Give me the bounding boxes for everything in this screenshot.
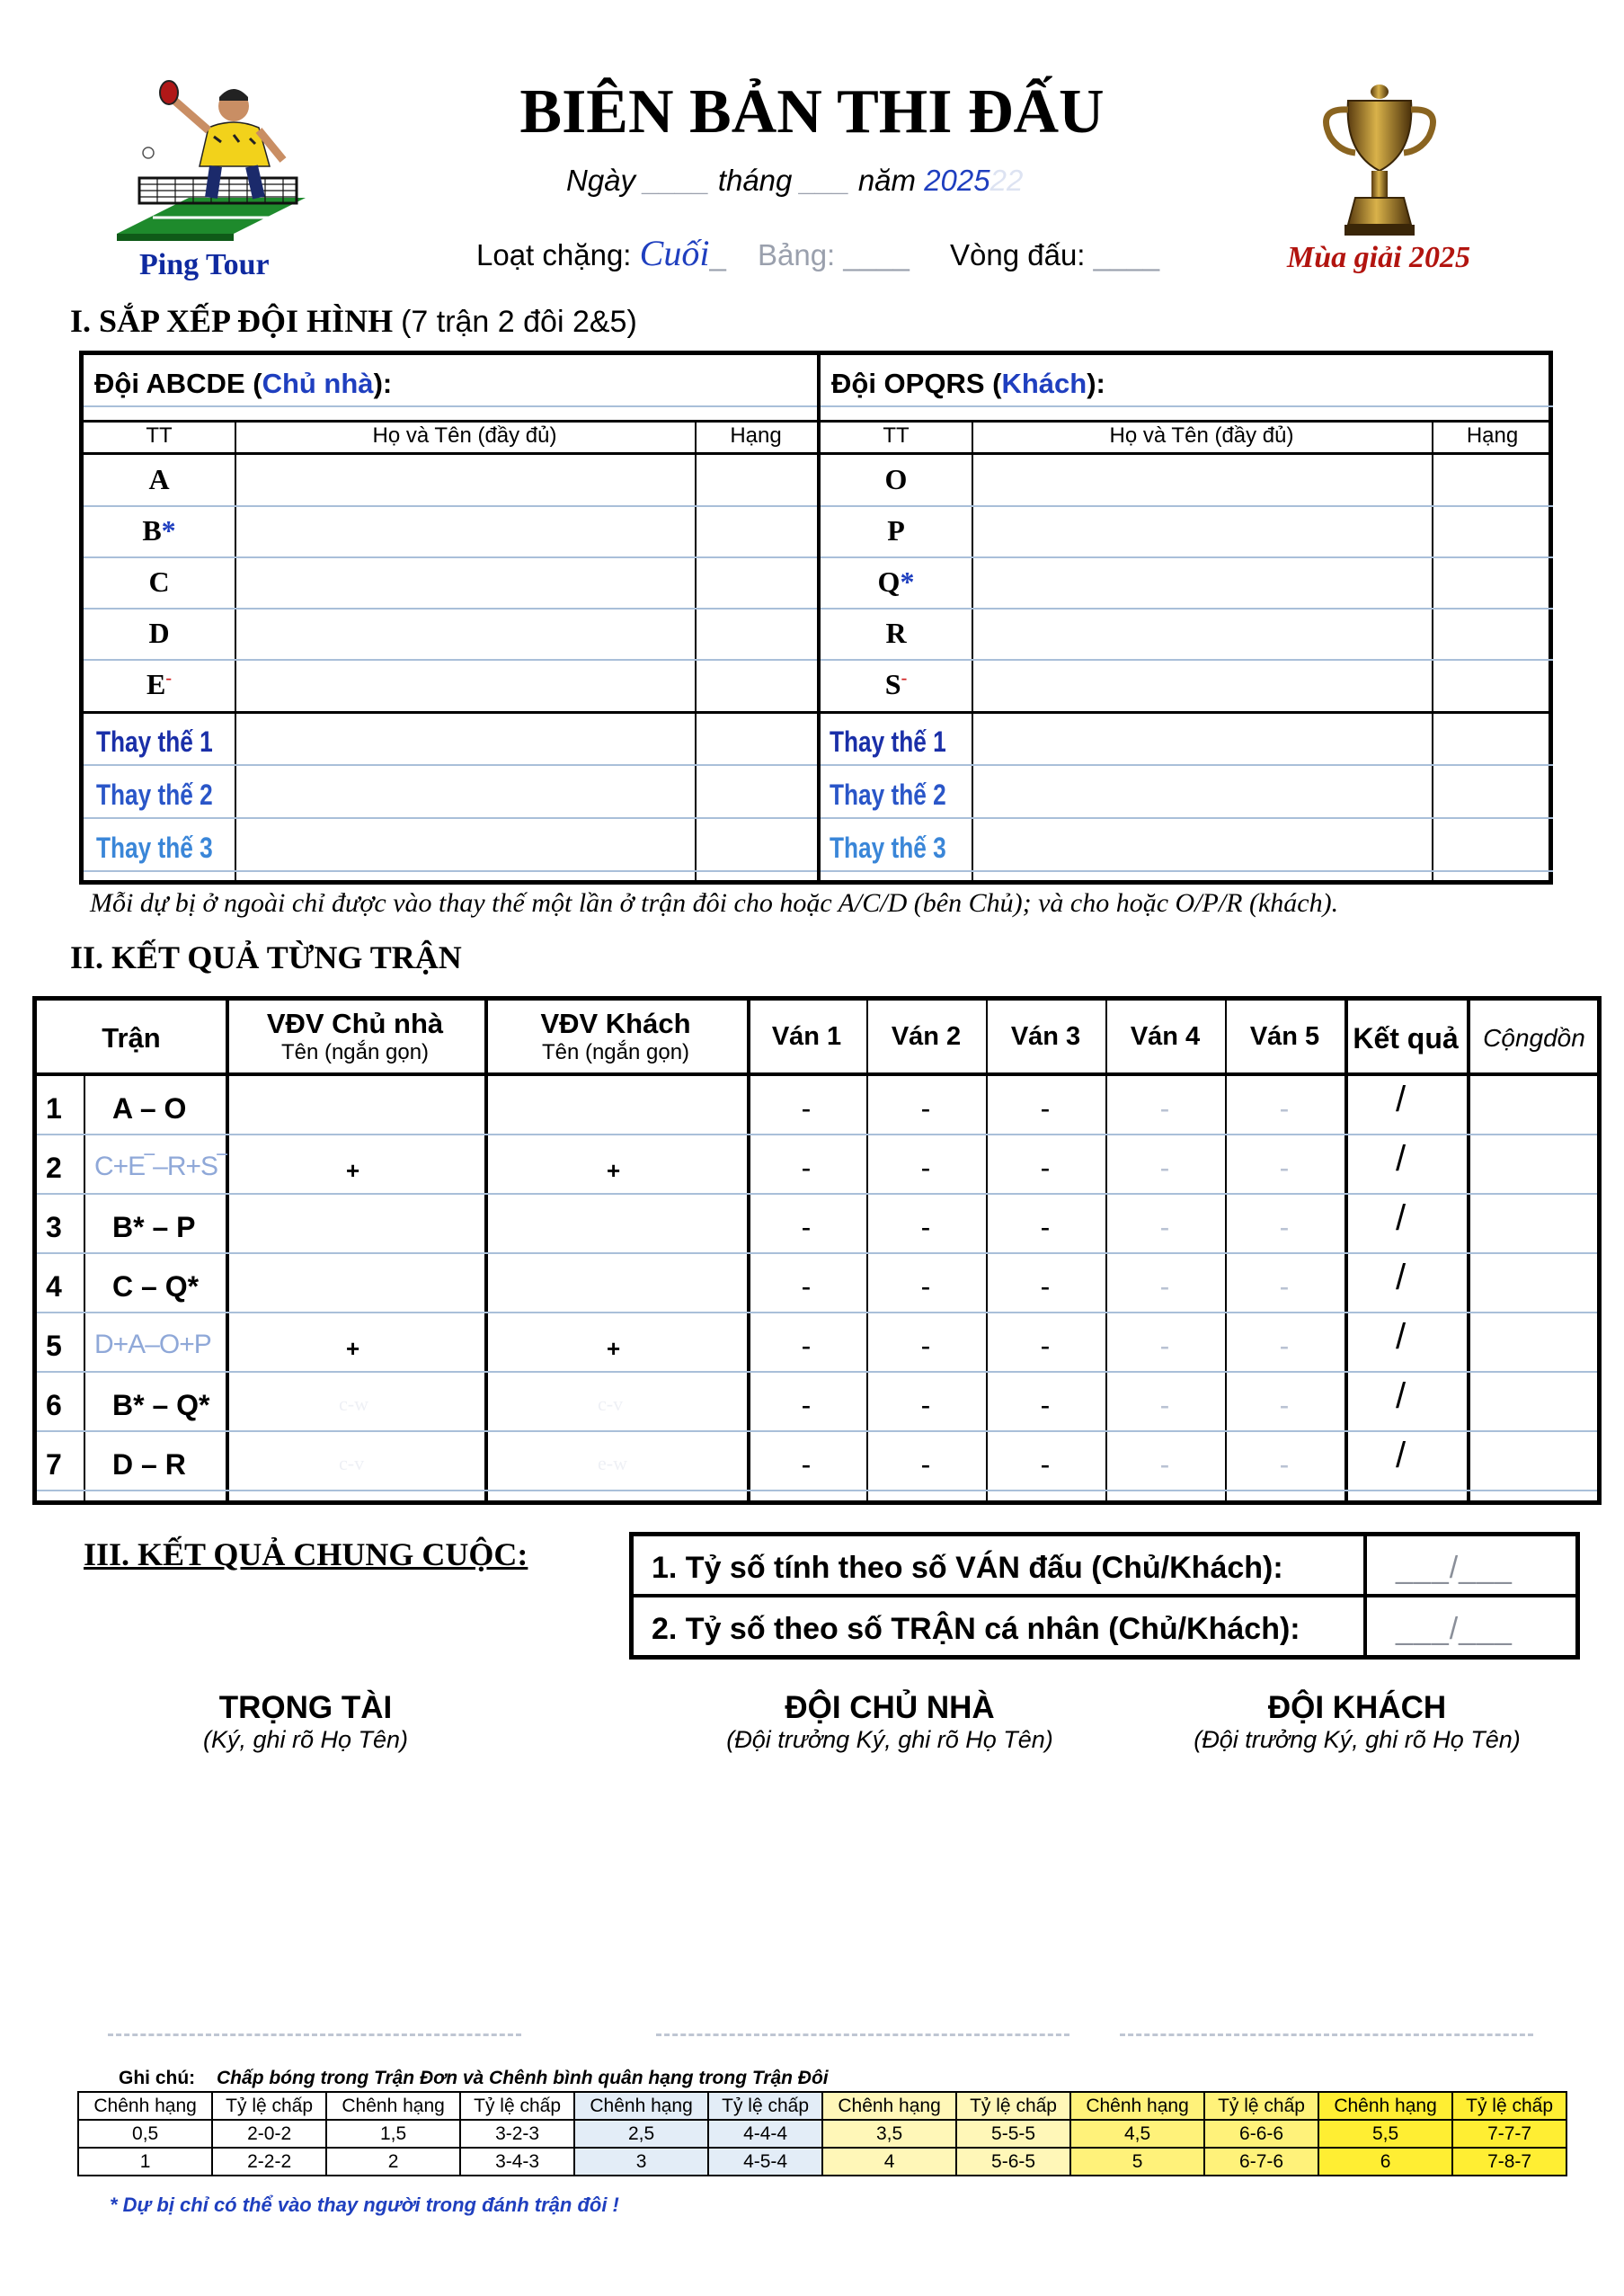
cumulative-cell[interactable]	[1470, 1135, 1596, 1191]
col-cumulative: Cộngdồn	[1483, 1024, 1585, 1052]
cumulative-cell[interactable]	[1470, 1373, 1596, 1428]
match-result[interactable]: /	[1396, 1317, 1407, 1357]
away-player-name-cell[interactable]	[488, 1432, 745, 1488]
match-number: 4	[46, 1270, 62, 1303]
away-player-name-cell[interactable]	[488, 1313, 745, 1369]
game-2-score[interactable]: -	[920, 1270, 931, 1303]
away-col-tt: TT	[883, 423, 910, 448]
handicap-ratio-cell: Tỷ lệ chấp	[1204, 2092, 1318, 2120]
game-4-score[interactable]: -	[1159, 1211, 1170, 1243]
handicap-note-text: Chấp bóng trong Trận Đơn và Chênh bình quân hạng trong Trận Đôi	[217, 2068, 829, 2088]
game-5-score[interactable]: -	[1279, 1092, 1290, 1125]
game-2-score[interactable]: -	[920, 1092, 931, 1125]
match-number: 1	[46, 1092, 62, 1125]
match-result[interactable]: /	[1396, 1080, 1407, 1119]
round-blank[interactable]: ____	[1093, 238, 1160, 271]
cumulative-cell[interactable]	[1470, 1076, 1596, 1132]
final-matches-label: 2. Tỷ số theo số TRẬN cá nhân (Chủ/Khách):	[652, 1612, 1300, 1646]
match-pairing: D+A–O+P	[94, 1330, 211, 1359]
home-signature[interactable]	[665, 1690, 1114, 1754]
lineup-table	[79, 351, 1553, 885]
away-ghost-text: e-w	[598, 1452, 627, 1474]
rank-diff-cell: 3	[574, 2148, 708, 2176]
home-doubles-plus: +	[346, 1335, 360, 1362]
game-2-score[interactable]: -	[920, 1152, 931, 1184]
handicap-ratio-cell: Tỷ lệ chấp	[708, 2092, 822, 2120]
stage-blank: _	[709, 238, 726, 271]
group-label: Bảng:	[757, 238, 836, 271]
home-sign-title: ĐỘI CHỦ NHÀ	[785, 1690, 995, 1725]
handicap-row	[78, 2148, 1566, 2176]
cumulative-cell[interactable]	[1470, 1432, 1596, 1488]
away-sub-2: Thay thế 2	[830, 779, 946, 811]
document-title: BIÊN BẢN THI ĐẤU	[519, 77, 1105, 147]
away-sign-line	[1120, 2033, 1533, 2036]
home-sign-desc: (Đội trưởng Ký, ghi rõ Họ Tên)	[726, 1726, 1053, 1753]
final-games-score[interactable]: ___/___	[1396, 1551, 1513, 1585]
match-number: 3	[46, 1211, 62, 1243]
match-result[interactable]: /	[1396, 1376, 1407, 1416]
logo-text: Ping Tour	[139, 248, 270, 281]
game-1-score[interactable]: -	[801, 1211, 812, 1243]
home-doubles-plus: +	[346, 1157, 360, 1184]
col-game-1: Ván 1	[771, 1022, 842, 1051]
game-3-score[interactable]: -	[1040, 1389, 1051, 1421]
home-player-name-cell[interactable]	[229, 1313, 483, 1369]
match-pairing: C – Q*	[112, 1270, 200, 1303]
final-matches-score[interactable]: ___/___	[1396, 1612, 1513, 1646]
rank-diff-cell: 5,5	[1318, 2120, 1452, 2148]
final-score-table	[629, 1532, 1580, 1660]
match-pairing: B* – P	[112, 1211, 196, 1243]
home-player-name-cell[interactable]	[229, 1195, 483, 1250]
rank-diff-cell: Chênh hạng	[574, 2092, 708, 2120]
game-5-score[interactable]: -	[1279, 1152, 1290, 1184]
date-line	[566, 164, 1023, 198]
game-1-score[interactable]: -	[801, 1092, 812, 1125]
year-label: năm	[857, 164, 917, 197]
away-lineup	[821, 355, 1553, 880]
match-result[interactable]: /	[1396, 1139, 1407, 1179]
match-result[interactable]: /	[1396, 1198, 1407, 1238]
home-ghost-text: c-v	[339, 1452, 365, 1474]
rank-diff-cell: Chênh hạng	[1318, 2092, 1452, 2120]
rank-diff-cell: 3,5	[822, 2120, 956, 2148]
col-game-2: Ván 2	[891, 1022, 962, 1051]
match-pairing: B* – Q*	[112, 1389, 210, 1421]
handicap-row	[78, 2092, 1566, 2120]
home-player-d: D	[148, 617, 170, 649]
game-4-score[interactable]: -	[1159, 1448, 1170, 1481]
handicap-ratio-cell: 5-5-5	[956, 2120, 1070, 2148]
game-4-score[interactable]: -	[1159, 1152, 1170, 1184]
referee-sign-line	[108, 2033, 521, 2036]
handicap-ratio-cell: Tỷ lệ chấp	[212, 2092, 326, 2120]
rank-diff-cell: 2	[326, 2148, 460, 2176]
day-blank[interactable]: ____	[643, 164, 710, 197]
game-2-score[interactable]: -	[920, 1211, 931, 1243]
game-3-score[interactable]: -	[1040, 1330, 1051, 1362]
game-4-score[interactable]: -	[1159, 1330, 1170, 1362]
away-sub-3: Thay thế 3	[830, 832, 946, 864]
away-player-name-cell[interactable]	[488, 1076, 745, 1132]
game-1-score[interactable]: -	[801, 1448, 812, 1481]
game-5-score[interactable]: -	[1279, 1211, 1290, 1243]
col-away-player: VĐV Khách Tên (ngắn gọn)	[540, 1008, 691, 1064]
away-col-name: Họ và Tên (đầy đủ)	[1109, 423, 1294, 448]
away-player-name-cell[interactable]	[488, 1254, 745, 1310]
away-player-q: Q*	[877, 565, 915, 598]
group-blank[interactable]: ____	[843, 238, 910, 271]
section-1-note: (7 trận 2 đôi 2&5)	[401, 305, 637, 339]
home-player-name-cell[interactable]	[229, 1254, 483, 1310]
game-2-score[interactable]: -	[920, 1448, 931, 1481]
season-badge: Mùa giải 2025	[1287, 241, 1471, 274]
year-ghost: 22	[989, 164, 1024, 197]
game-2-score[interactable]: -	[920, 1330, 931, 1362]
home-sub-3: Thay thế 3	[96, 832, 213, 864]
match-number: 2	[46, 1152, 62, 1184]
handicap-ratio-cell: 4-5-4	[708, 2148, 822, 2176]
home-player-a: A	[148, 463, 170, 495]
match-pairing: D – R	[112, 1448, 186, 1481]
col-result: Kết quả	[1353, 1022, 1459, 1055]
game-5-score[interactable]: -	[1279, 1389, 1290, 1421]
home-sign-line	[656, 2033, 1069, 2036]
game-3-score[interactable]: -	[1040, 1270, 1051, 1303]
away-sign-title: ĐỘI KHÁCH	[1267, 1690, 1447, 1725]
game-5-score[interactable]: -	[1279, 1448, 1290, 1481]
handicap-note-label: Ghi chú:	[119, 2068, 196, 2088]
match-number: 6	[46, 1389, 62, 1421]
handicap-row	[78, 2120, 1566, 2148]
match-pairing: A – O	[112, 1092, 187, 1125]
home-lineup	[84, 355, 817, 880]
stage-value: Cuối	[639, 233, 710, 273]
rank-diff-cell: 5	[1070, 2148, 1204, 2176]
cumulative-cell[interactable]	[1470, 1313, 1596, 1369]
rank-diff-cell: 4	[822, 2148, 956, 2176]
handicap-ratio-cell: 7-7-7	[1452, 2120, 1566, 2148]
rank-diff-cell: 6	[1318, 2148, 1452, 2176]
game-3-score[interactable]: -	[1040, 1152, 1051, 1184]
game-3-score[interactable]: -	[1040, 1092, 1051, 1125]
col-home-player: VĐV Chủ nhà Tên (ngắn gọn)	[266, 1008, 444, 1064]
rank-diff-cell: Chênh hạng	[78, 2092, 212, 2120]
match-result[interactable]: /	[1396, 1436, 1407, 1475]
game-1-score[interactable]: -	[801, 1330, 812, 1362]
game-1-score[interactable]: -	[801, 1270, 812, 1303]
rank-diff-cell: 1	[78, 2148, 212, 2176]
substitute-rule-note: Mỗi dự bị ở ngoài chỉ được vào thay thế một lần ở trận đôi cho hoặc A/C/D (bên Chủ); và cho hoặc O/P/R (khách).	[90, 888, 1339, 918]
away-sub-1: Thay thế 1	[830, 725, 946, 758]
home-player-name-cell[interactable]	[229, 1373, 483, 1428]
home-col-tt: TT	[146, 423, 173, 448]
rank-diff-cell: Chênh hạng	[822, 2092, 956, 2120]
cumulative-cell[interactable]	[1470, 1195, 1596, 1250]
rank-diff-cell: Chênh hạng	[1070, 2092, 1204, 2120]
away-signature[interactable]	[1132, 1690, 1582, 1754]
home-player-e: E-	[146, 668, 172, 700]
round-label: Vòng đấu:	[950, 238, 1086, 271]
away-player-name-cell[interactable]	[488, 1135, 745, 1191]
rank-diff-cell: 1,5	[326, 2120, 460, 2148]
home-col-name: Họ và Tên (đầy đủ)	[372, 423, 557, 448]
month-label: tháng	[717, 164, 793, 197]
handicap-ratio-cell: 6-7-6	[1204, 2148, 1318, 2176]
handicap-ratio-cell: 6-6-6	[1204, 2120, 1318, 2148]
game-4-score[interactable]: -	[1159, 1092, 1170, 1125]
away-player-r: R	[885, 617, 907, 649]
col-game-5: Ván 5	[1249, 1022, 1320, 1051]
referee-title: TRỌNG TÀI	[218, 1690, 393, 1725]
game-1-score[interactable]: -	[801, 1152, 812, 1184]
handicap-note	[119, 2068, 829, 2089]
away-doubles-plus: +	[607, 1157, 621, 1184]
game-5-score[interactable]: -	[1279, 1330, 1290, 1362]
away-player-s: S-	[884, 668, 908, 700]
away-player-name-cell[interactable]	[488, 1195, 745, 1250]
col-game-3: Ván 3	[1010, 1022, 1081, 1051]
rank-diff-cell: 0,5	[78, 2120, 212, 2148]
stage-line	[476, 232, 1159, 274]
away-doubles-plus: +	[607, 1335, 621, 1362]
home-player-name-cell[interactable]	[229, 1432, 483, 1488]
section-1-title: I. SẮP XẾP ĐỘI HÌNH	[70, 303, 394, 339]
home-sub-2: Thay thế 2	[96, 779, 213, 811]
game-3-score[interactable]: -	[1040, 1211, 1051, 1243]
match-number: 5	[46, 1330, 62, 1362]
game-2-score[interactable]: -	[920, 1389, 931, 1421]
handicap-ratio-cell: 2-0-2	[212, 2120, 326, 2148]
rank-diff-cell: 4,5	[1070, 2120, 1204, 2148]
away-sign-desc: (Đội trưởng Ký, ghi rõ Họ Tên)	[1194, 1726, 1521, 1753]
handicap-ratio-cell: 5-6-5	[956, 2148, 1070, 2176]
home-player-name-cell[interactable]	[229, 1076, 483, 1132]
match-number: 7	[46, 1448, 62, 1481]
match-pairing: C+E‾–R+S‾	[94, 1152, 226, 1181]
handicap-ratio-cell: 7-8-7	[1452, 2148, 1566, 2176]
handicap-ratio-cell: 3-4-3	[460, 2148, 574, 2176]
match-results-table	[32, 996, 1602, 1505]
col-match: Trận	[102, 1022, 161, 1054]
handicap-table	[77, 2091, 1567, 2176]
home-col-rank: Hạng	[730, 423, 782, 448]
trophy-icon	[1312, 81, 1447, 243]
game-5-score[interactable]: -	[1279, 1270, 1290, 1303]
home-player-name-cell[interactable]	[229, 1135, 483, 1191]
substitute-footnote: * Dự bị chỉ có thể vào thay người trong đánh trận đôi !	[110, 2194, 619, 2216]
cumulative-cell[interactable]	[1470, 1254, 1596, 1310]
handicap-ratio-cell: 3-2-3	[460, 2120, 574, 2148]
rank-diff-cell: 2,5	[574, 2120, 708, 2148]
home-sub-1: Thay thế 1	[96, 725, 213, 758]
month-blank[interactable]: ___	[800, 164, 850, 197]
away-player-o: O	[884, 463, 908, 495]
day-label: Ngày	[566, 164, 636, 197]
final-games-label: 1. Tỷ số tính theo số VÁN đấu (Chủ/Khách):	[652, 1551, 1283, 1585]
home-player-c: C	[148, 565, 170, 598]
away-player-p: P	[887, 514, 905, 547]
game-3-score[interactable]: -	[1040, 1448, 1051, 1481]
game-4-score[interactable]: -	[1159, 1270, 1170, 1303]
rank-diff-cell: Chênh hạng	[326, 2092, 460, 2120]
handicap-ratio-cell: Tỷ lệ chấp	[1452, 2092, 1566, 2120]
year-value: 2025	[924, 164, 990, 197]
referee-desc: (Ký, ghi rõ Họ Tên)	[202, 1726, 409, 1753]
away-team-heading: Đội OPQRS (Khách):	[831, 368, 1105, 399]
referee-signature[interactable]	[126, 1690, 485, 1754]
game-1-score[interactable]: -	[801, 1389, 812, 1421]
handicap-ratio-cell: 4-4-4	[708, 2120, 822, 2148]
game-4-score[interactable]: -	[1159, 1389, 1170, 1421]
home-ghost-text: c-w	[339, 1393, 368, 1415]
col-game-4: Ván 4	[1130, 1022, 1201, 1051]
handicap-ratio-cell: Tỷ lệ chấp	[460, 2092, 574, 2120]
stage-label: Loạt chặng:	[476, 238, 632, 271]
match-result[interactable]: /	[1396, 1258, 1407, 1297]
section-3-heading: III. KẾT QUẢ CHUNG CUỘC:	[84, 1536, 528, 1572]
section-1-heading	[70, 302, 637, 340]
home-player-b: B*	[142, 514, 176, 547]
home-team-heading: Đội ABCDE (Chủ nhà):	[94, 368, 393, 399]
section-2-heading: II. KẾT QUẢ TỪNG TRẬN	[70, 939, 462, 975]
away-ghost-text: c-v	[598, 1393, 624, 1415]
handicap-ratio-cell: 2-2-2	[212, 2148, 326, 2176]
handicap-ratio-cell: Tỷ lệ chấp	[956, 2092, 1070, 2120]
away-player-name-cell[interactable]	[488, 1373, 745, 1428]
away-col-rank: Hạng	[1466, 423, 1519, 448]
